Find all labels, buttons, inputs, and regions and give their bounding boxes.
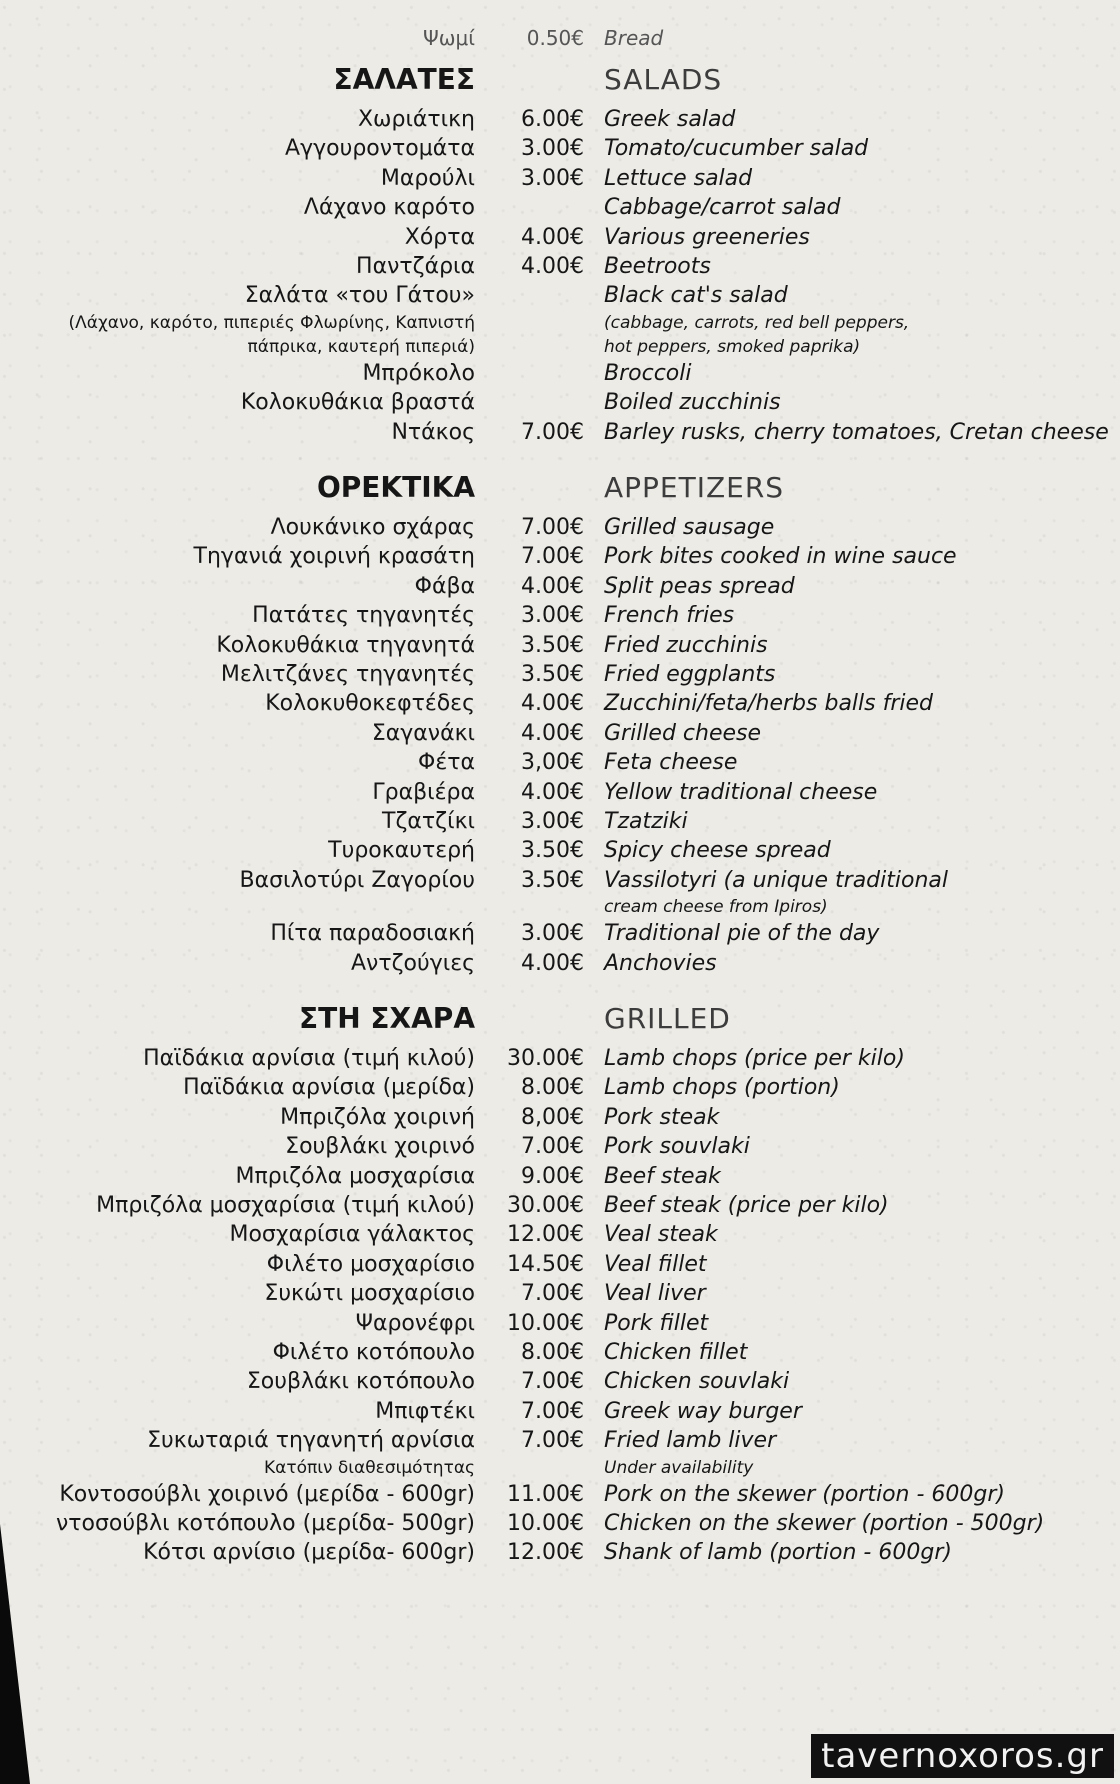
greek-name: Φάβα <box>414 573 475 599</box>
english-name: Fried eggplants <box>604 662 776 687</box>
english-name: Split peas spread <box>604 573 795 599</box>
english-name: Black cat's salad <box>604 283 788 309</box>
price: 8.00€ <box>521 1075 584 1101</box>
english-name: Cabbage/carrot salad <box>604 195 841 221</box>
english-name: Feta cheese <box>604 750 738 776</box>
english-name: Tomato/cucumber salad <box>604 136 869 162</box>
english-name: (cabbage, carrots, red bell peppers, <box>604 312 910 333</box>
greek-name: Κατόπιν διαθεσιμότητας <box>264 1457 475 1478</box>
english-name: Spicy cheese spread <box>604 838 831 864</box>
english-name: Greek salad <box>604 107 736 132</box>
price: 7.00€ <box>521 515 584 540</box>
english-name: Bread <box>604 26 664 50</box>
greek-name: Παντζάρια <box>356 254 475 279</box>
greek-name: Παϊδάκια αρνίσια (τιμή κιλού) <box>143 1046 475 1071</box>
greek-name: Βασιλοτύρι Ζαγορίου <box>239 867 475 893</box>
price: 3.00€ <box>521 921 584 947</box>
menu-item <box>0 1479 1120 1511</box>
menu-item <box>0 1308 1120 1340</box>
greek-name: Σαλάτα «του Γάτου» <box>244 283 475 309</box>
price: 0.50€ <box>526 26 584 50</box>
greek-name: Κότσι αρνίσιο (μερίδα- 600gr) <box>143 1540 475 1566</box>
menu-item <box>0 133 1120 165</box>
price: 8,00€ <box>521 1104 584 1130</box>
english-name: Beetroots <box>604 254 711 279</box>
section-title-greek: ΣΑΛΑΤΕΣ <box>333 63 475 96</box>
price: 3,00€ <box>521 750 584 776</box>
menu-item <box>0 948 1120 980</box>
greek-name: Φιλέτο μοσχαρίσιο <box>266 1251 475 1277</box>
greek-name: Κολοκυθοκεφτέδες <box>265 691 475 717</box>
price: 3.50€ <box>521 867 584 893</box>
menu-item <box>0 358 1120 390</box>
greek-name: Χωριάτικη <box>357 107 475 132</box>
greek-name: Κολοκυθάκια βραστά <box>240 390 475 416</box>
price: 12.00€ <box>507 1540 584 1566</box>
greek-name: Μοσχαρίσια γάλακτος <box>229 1222 475 1248</box>
english-name: Veal steak <box>604 1222 718 1248</box>
menu-item <box>0 806 1120 838</box>
section-title-greek: ΟΡΕΚΤΙΚΑ <box>316 471 475 504</box>
price: 3.00€ <box>521 165 584 191</box>
english-name: Under availability <box>604 1457 754 1478</box>
price: 4.00€ <box>521 691 584 717</box>
section-heading <box>0 999 1120 1039</box>
menu-item <box>0 1249 1120 1281</box>
greek-name: Ψωμί <box>423 26 475 50</box>
greek-name: Συκωταριά τηγανητή αρνίσια <box>147 1428 475 1454</box>
greek-name: Τυροκαυτερή <box>328 838 475 864</box>
section-title-english: APPETIZERS <box>604 471 785 504</box>
greek-name: Ντάκος <box>391 419 475 445</box>
greek-name: Κολοκυθάκια τηγανητά <box>216 632 475 658</box>
english-name: Beef steak (price per kilo) <box>604 1193 889 1218</box>
price: 3.50€ <box>521 632 584 658</box>
english-name: Lettuce salad <box>604 165 753 191</box>
price: 12.00€ <box>507 1222 584 1248</box>
price: 9.00€ <box>521 1163 584 1189</box>
watermark-site-name: tavernoxoros.gr <box>811 1734 1114 1778</box>
price: 4.00€ <box>521 254 584 279</box>
english-name: Zucchini/feta/herbs balls fried <box>604 691 934 717</box>
english-name: Veal liver <box>604 1281 706 1307</box>
menu-item <box>0 718 1120 750</box>
price: 3.50€ <box>521 838 584 864</box>
menu-item <box>0 1425 1120 1457</box>
section-heading <box>0 468 1120 508</box>
menu-item <box>0 1190 1120 1222</box>
menu-item <box>0 1161 1120 1193</box>
english-name: Chicken fillet <box>604 1340 748 1365</box>
greek-name: Μπιφτέκι <box>375 1398 475 1424</box>
greek-name: Ψαρονέφρι <box>355 1310 475 1336</box>
section-title-english: GRILLED <box>604 1002 731 1035</box>
menu-item <box>0 777 1120 809</box>
english-name: Grilled cheese <box>604 720 762 746</box>
english-name: Greek way burger <box>604 1398 802 1424</box>
price: 10.00€ <box>507 1310 584 1336</box>
greek-name: Λουκάνικο σχάρας <box>270 515 475 540</box>
price: 3.00€ <box>521 603 584 629</box>
price: 11.00€ <box>507 1481 584 1507</box>
greek-name: Τηγανιά χοιρινή κρασάτη <box>193 544 475 570</box>
menu-item <box>0 512 1120 544</box>
english-name: Pork fillet <box>604 1310 709 1336</box>
english-name: hot peppers, smoked paprika) <box>604 336 861 357</box>
dark-corner-shadow <box>0 1524 30 1784</box>
english-name: Lamb chops (price per kilo) <box>604 1046 905 1071</box>
english-name: Yellow traditional cheese <box>604 779 878 805</box>
price: 3.00€ <box>521 136 584 162</box>
menu-item <box>0 387 1120 419</box>
greek-name: Σουβλάκι κοτόπουλο <box>246 1369 475 1395</box>
menu-item <box>0 1508 1120 1540</box>
greek-name: Παϊδάκια αρνίσια (μερίδα) <box>183 1075 475 1101</box>
menu-item <box>0 1278 1120 1310</box>
menu-item <box>0 251 1120 283</box>
menu-item <box>0 1072 1120 1104</box>
english-name: Pork on the skewer (portion - 600gr) <box>604 1481 1006 1507</box>
price: 3.50€ <box>521 662 584 687</box>
price: 7.00€ <box>521 1369 584 1395</box>
price: 7.00€ <box>521 1428 584 1454</box>
greek-name: Τζατζίκι <box>382 809 475 834</box>
section-title-greek: ΣΤΗ ΣΧΑΡΑ <box>299 1002 475 1035</box>
greek-name: Αγγουροντομάτα <box>285 136 475 162</box>
english-name: Chicken souvlaki <box>604 1369 790 1395</box>
price: 6.00€ <box>521 107 584 132</box>
greek-name: Σουβλάκι χοιρινό <box>285 1134 475 1160</box>
greek-name: Μαρούλι <box>380 165 475 191</box>
price: 7.00€ <box>521 1134 584 1160</box>
greek-name: πάπρικα, καυτερή πιπεριά) <box>247 336 475 357</box>
greek-name: Σαγανάκι <box>371 720 475 746</box>
menu-item <box>0 222 1120 254</box>
menu-item <box>0 192 1120 224</box>
greek-name: (Λάχανο, καρότο, πιπεριές Φλωρίνης, Καπνιστή <box>68 312 475 333</box>
menu-item <box>0 163 1120 195</box>
english-name: Beef steak <box>604 1163 721 1189</box>
english-name: Pork souvlaki <box>604 1134 750 1160</box>
english-name: Chicken on the skewer (portion - 500gr) <box>604 1511 1045 1536</box>
price: 4.00€ <box>521 573 584 599</box>
english-name: French fries <box>604 603 735 629</box>
menu-item <box>0 1396 1120 1428</box>
greek-name: Κοντοσούβλι χοιρινό (μερίδα - 600gr) <box>59 1481 475 1507</box>
greek-name: Μπριζόλα μοσχαρίσια (τιμή κιλού) <box>96 1193 475 1218</box>
greek-name: Φιλέτο κοτόπουλο <box>272 1340 475 1365</box>
price: 7.00€ <box>521 1398 584 1424</box>
price: 10.00€ <box>507 1511 584 1536</box>
price: 8.00€ <box>521 1340 584 1365</box>
greek-name: ντοσούβλι κοτόπουλο (μερίδα- 500gr) <box>55 1511 475 1536</box>
menu-item <box>0 541 1120 573</box>
english-name: Traditional pie of the day <box>604 921 880 947</box>
price: 7.00€ <box>521 419 584 445</box>
english-name: Boiled zucchinis <box>604 390 781 416</box>
price: 3.00€ <box>521 809 584 834</box>
english-name: Broccoli <box>604 360 692 386</box>
english-name: Fried zucchinis <box>604 632 768 658</box>
greek-name: Συκώτι μοσχαρίσιο <box>264 1281 475 1307</box>
english-name: Pork steak <box>604 1104 720 1130</box>
menu-item <box>0 918 1120 950</box>
price: 4.00€ <box>521 779 584 805</box>
english-name: Lamb chops (portion) <box>604 1075 840 1101</box>
price: 30.00€ <box>507 1193 584 1218</box>
english-name: cream cheese from Ipiros) <box>604 897 828 918</box>
english-name: Anchovies <box>604 950 717 976</box>
price: 7.00€ <box>521 544 584 570</box>
menu-item <box>0 1366 1120 1398</box>
greek-name: Μπριζόλα χοιρινή <box>280 1104 475 1130</box>
greek-name: Φέτα <box>418 750 475 776</box>
english-name: Veal fillet <box>604 1251 707 1277</box>
english-name: Fried lamb liver <box>604 1428 777 1454</box>
menu-item <box>0 417 1120 449</box>
english-name: Barley rusks, cherry tomatoes, Cretan cheese <box>604 419 1109 445</box>
menu-item <box>0 865 1120 897</box>
greek-name: Χόρτα <box>404 224 475 250</box>
menu-item <box>0 1102 1120 1134</box>
menu-item <box>0 659 1120 691</box>
price: 30.00€ <box>507 1046 584 1071</box>
greek-name: Γραβιέρα <box>372 779 475 805</box>
section-heading <box>0 60 1120 100</box>
english-name: Pork bites cooked in wine sauce <box>604 544 957 570</box>
greek-name: Πατάτες τηγανητές <box>252 603 475 629</box>
price: 4.00€ <box>521 224 584 250</box>
english-name: Vassilotyri (a unique traditional <box>604 867 948 893</box>
menu-item <box>0 104 1120 136</box>
english-name: Grilled sausage <box>604 515 775 540</box>
greek-name: Αντζούγιες <box>350 950 475 976</box>
greek-name: Λάχανο καρότο <box>303 195 475 221</box>
greek-name: Μπριζόλα μοσχαρίσια <box>235 1163 475 1189</box>
menu-item <box>0 835 1120 867</box>
english-name: Various greeneries <box>604 224 810 250</box>
price: 4.00€ <box>521 720 584 746</box>
price: 7.00€ <box>521 1281 584 1307</box>
menu-item <box>0 747 1120 779</box>
menu-item <box>0 1043 1120 1075</box>
menu-item <box>0 1131 1120 1163</box>
english-name: Tzatziki <box>604 809 688 834</box>
menu-item <box>0 280 1120 312</box>
menu-item <box>0 571 1120 603</box>
greek-name: Μελιτζάνες τηγανητές <box>220 662 475 687</box>
greek-name: Πίτα παραδοσιακή <box>270 921 475 947</box>
price: 14.50€ <box>507 1251 584 1277</box>
price: 4.00€ <box>521 950 584 976</box>
menu-item <box>0 688 1120 720</box>
menu-item <box>0 1219 1120 1251</box>
english-name: Shank of lamb (portion - 600gr) <box>604 1540 952 1566</box>
greek-name: Μπρόκολο <box>362 360 475 386</box>
menu-item <box>0 1337 1120 1369</box>
section-title-english: SALADS <box>604 63 723 96</box>
menu-item <box>0 630 1120 662</box>
menu-item-bread <box>0 22 1120 54</box>
menu-item <box>0 600 1120 632</box>
menu-item <box>0 1537 1120 1569</box>
